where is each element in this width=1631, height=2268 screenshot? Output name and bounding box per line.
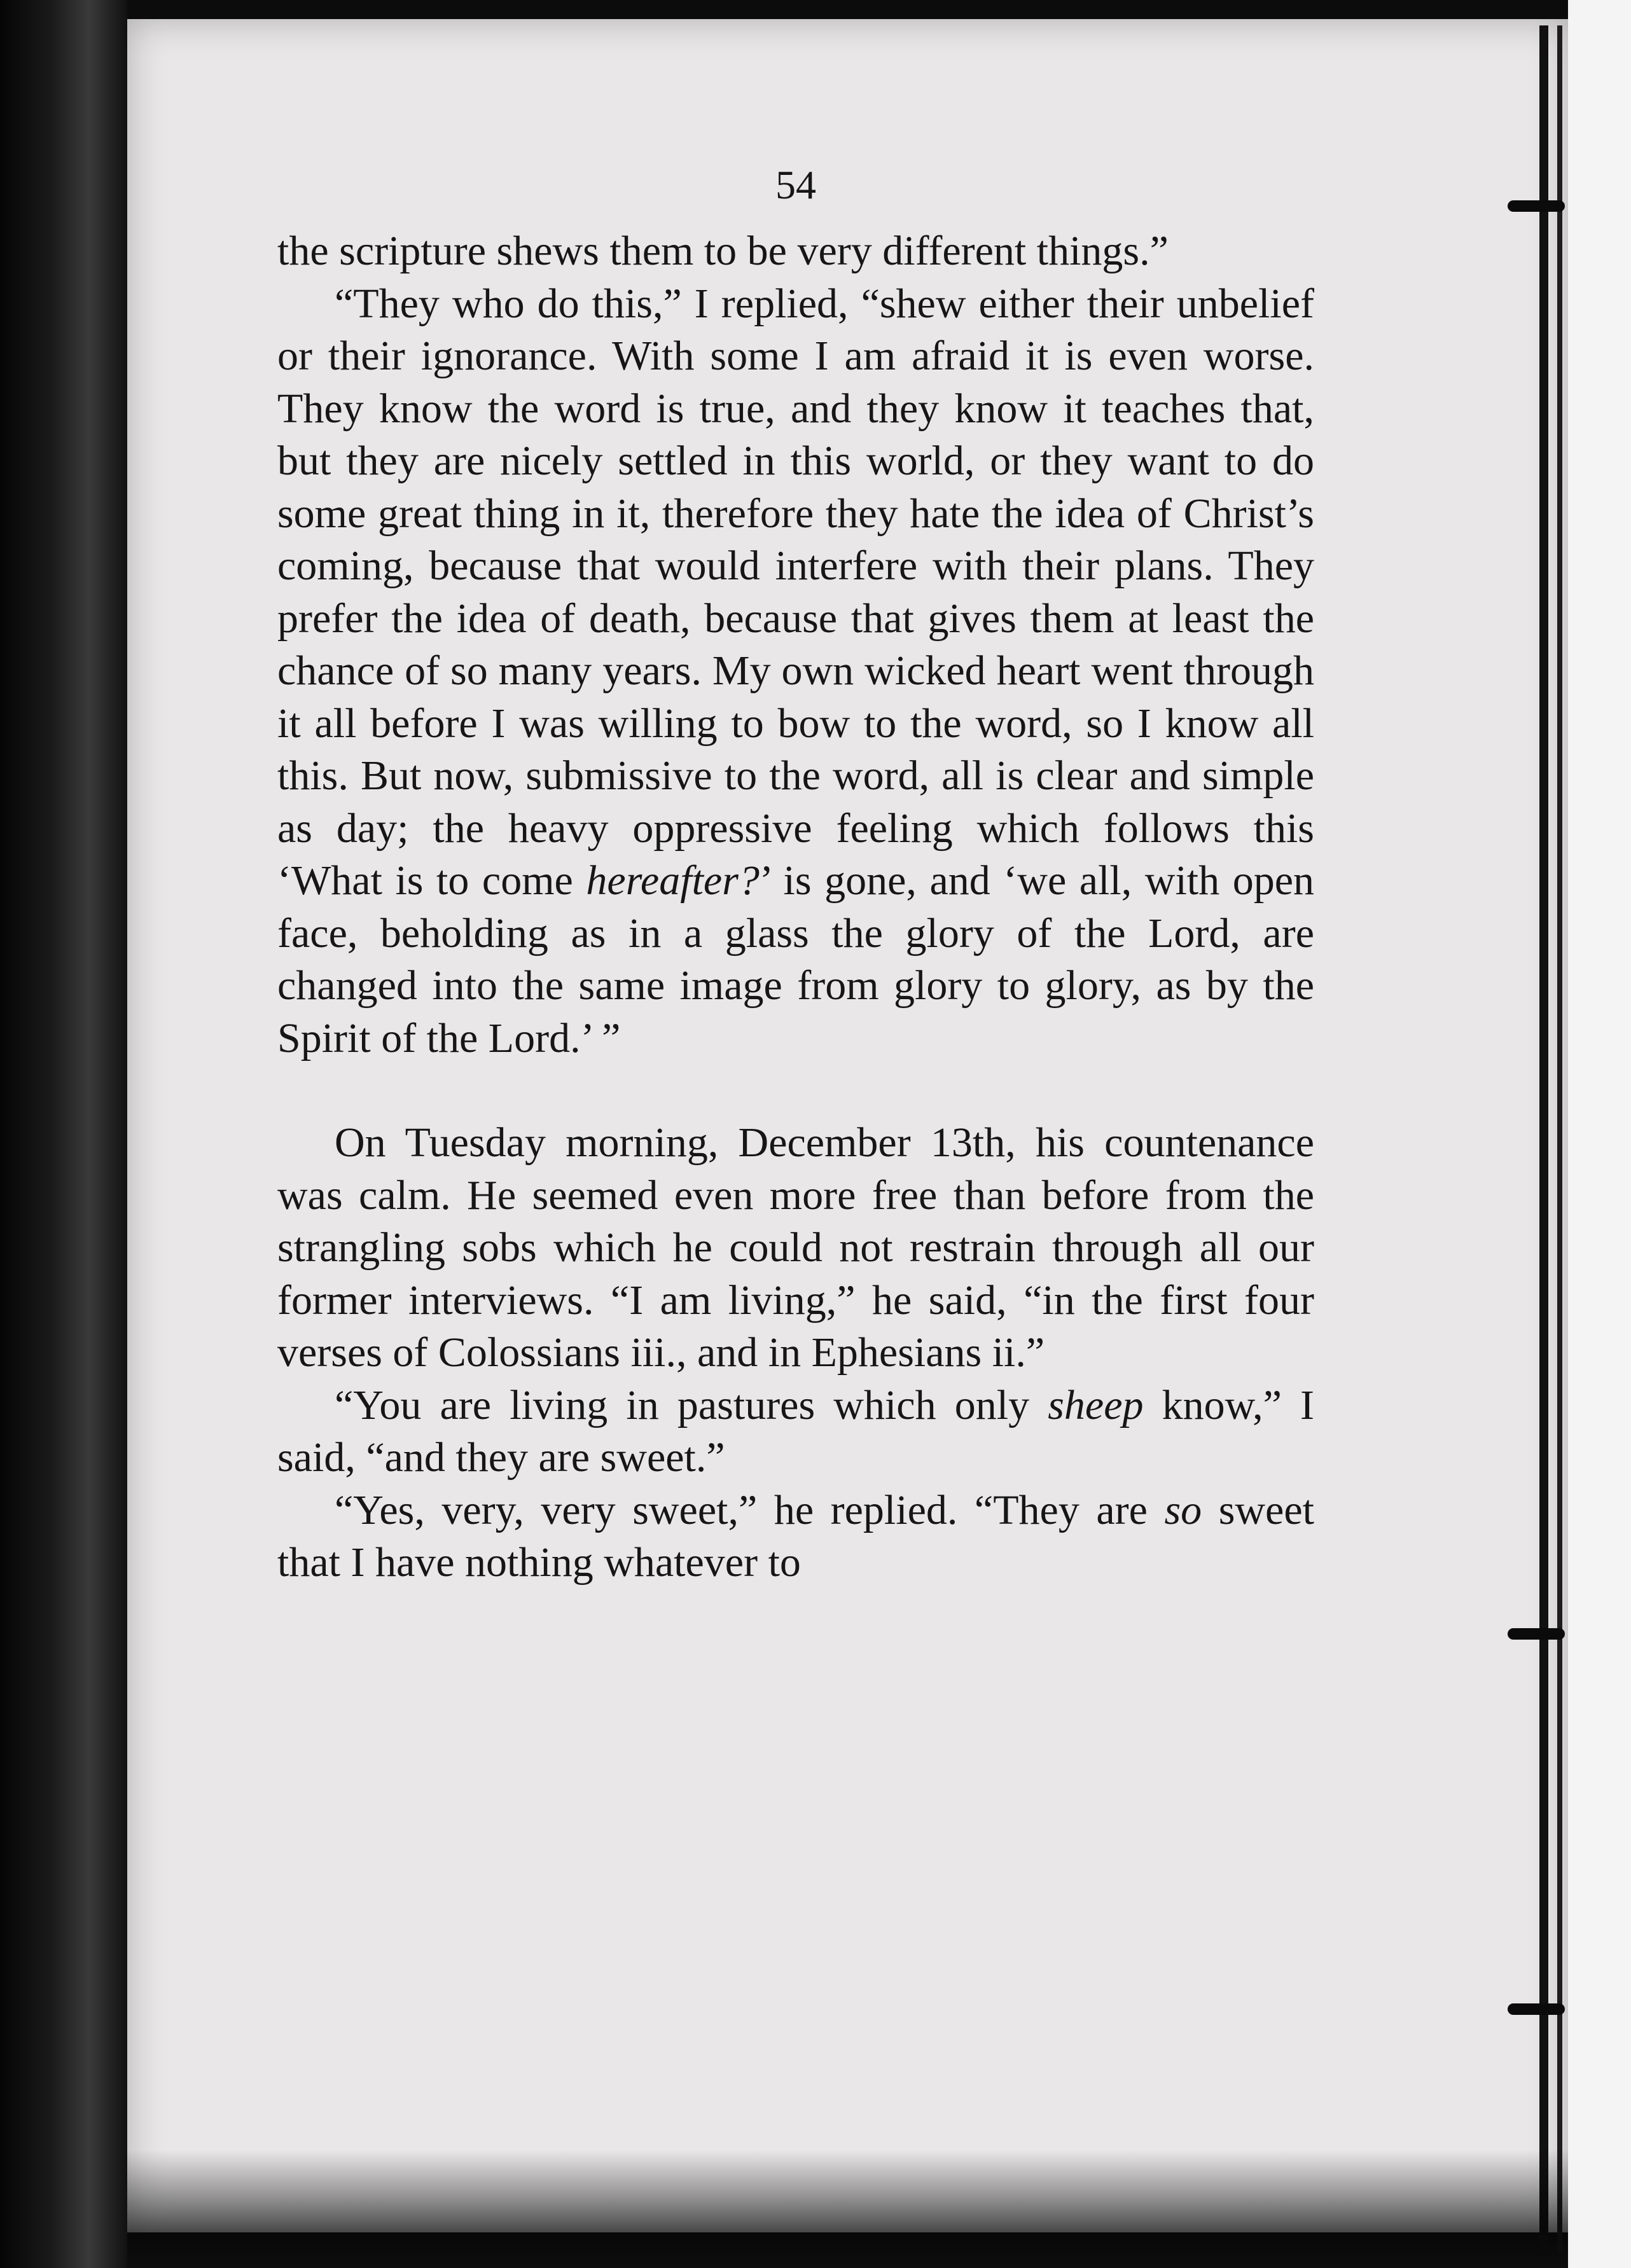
text-run: know,” I said, “and they are sweet.”	[277, 1381, 1314, 1481]
binding-edge	[1539, 25, 1548, 2251]
page-number: 54	[775, 162, 816, 207]
text-run: “They who do this,” I replied, “shew either their unbelief or their ignorance. With some I am afraid it is even worse. They know the word is true, and they know it teaches that, but they are nicely settled in this world, or they want to do some great thing in it, therefore they hate the idea of Christ’s coming, because that would interfere with their plans. They prefer the idea of death, because that gives them at least the chance of so many years. My own wicked heart went through it all before I was willing to bow to the word, so I know all this. But now, submissive to the word, all is clear and simple as day; the heavy oppressive feeling which follows this ‘What is to come	[277, 280, 1314, 904]
text-run: sweet that I have nothing whatever to	[277, 1486, 1314, 1586]
paragraph	[277, 278, 1314, 1065]
paragraph	[277, 1117, 1314, 1379]
body-text	[277, 225, 1314, 1589]
page-text	[277, 159, 1314, 1589]
binding-edge-inner	[1557, 25, 1562, 2251]
italic-text: so	[1164, 1486, 1202, 1533]
binding-mark	[1508, 1628, 1565, 1640]
text-run: “Yes, very, very sweet,” he replied. “They are	[335, 1486, 1165, 1533]
text-run: the scripture shews them to be very different things.”	[277, 228, 1169, 274]
binding-mark	[1508, 2003, 1565, 2015]
italic-text: sheep	[1048, 1381, 1144, 1428]
binding-mark	[1508, 200, 1565, 212]
italic-text: hereafter?	[586, 857, 760, 904]
paragraph	[277, 1484, 1314, 1589]
text-run: ’ is gone, and ‘we all, with open face, beholding as in a glass the glory of the Lord, are changed into the same image from glory to glory, as by the Spirit of the Lord.’ ”	[277, 857, 1314, 1061]
text-run: “You are living in pastures which only	[335, 1381, 1048, 1428]
book-spine-shadow	[0, 0, 127, 2268]
paragraph	[277, 1379, 1314, 1484]
paragraph	[277, 225, 1314, 278]
scan-margin	[1568, 0, 1631, 2268]
text-run: On Tuesday morning, December 13th, his countenance was calm. He seemed even more free than before from the strangling sobs which he could not restrain through all our former interviews. “I am living,” he said, “in the first four verses of Colossians iii., and in Ephesians ii.”	[277, 1119, 1314, 1376]
paragraph-gap	[277, 1065, 1314, 1117]
page-bottom-shadow	[127, 2150, 1568, 2268]
